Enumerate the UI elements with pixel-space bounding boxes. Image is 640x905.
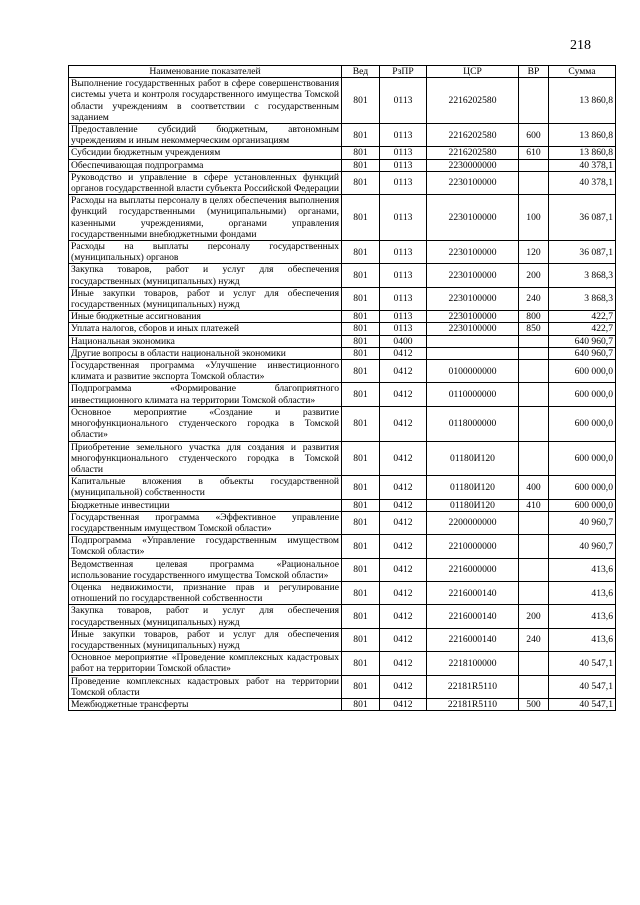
header-rzpr: РзПР xyxy=(380,66,427,78)
row-ved: 801 xyxy=(342,406,380,441)
table-row xyxy=(69,558,616,581)
header-name: Наименование показателей xyxy=(69,66,342,78)
row-name: Выполнение государственных работ в сфере совершенствования системы учета и контроля государственного имущества Томской области учреждениям в соответствии с государственным заданием xyxy=(69,78,342,124)
row-csr: 0110000000 xyxy=(427,383,519,406)
row-name: Бюджетные инвестиции xyxy=(69,499,342,511)
row-vr: 410 xyxy=(519,499,549,511)
row-ved: 801 xyxy=(342,147,380,159)
row-name: Приобретение земельного участка для создания и развития многофункционального студенческого городка в Томской области xyxy=(69,441,342,476)
row-vr: 610 xyxy=(519,147,549,159)
row-csr: 2230100000 xyxy=(427,171,519,194)
row-sum: 422,7 xyxy=(549,311,616,323)
row-csr: 0100000000 xyxy=(427,360,519,383)
row-vr xyxy=(519,558,549,581)
row-ved: 801 xyxy=(342,360,380,383)
table-row xyxy=(69,311,616,323)
table-row xyxy=(69,124,616,147)
row-csr: 2230100000 xyxy=(427,323,519,335)
row-name: Проведение комплексных кадастровых работ на территории Томской области xyxy=(69,675,342,698)
row-ved: 801 xyxy=(342,124,380,147)
row-csr: 2216000000 xyxy=(427,558,519,581)
row-sum: 40 960,7 xyxy=(549,535,616,558)
table-row xyxy=(69,441,616,476)
row-csr: 2230100000 xyxy=(427,311,519,323)
row-rzpr: 0412 xyxy=(380,406,427,441)
table-row xyxy=(69,264,616,287)
table-body xyxy=(69,78,616,711)
row-rzpr: 0113 xyxy=(380,264,427,287)
table-row xyxy=(69,171,616,194)
row-sum: 40 547,1 xyxy=(549,675,616,698)
row-sum: 413,6 xyxy=(549,581,616,604)
row-rzpr: 0113 xyxy=(380,78,427,124)
row-name: Расходы на выплаты персоналу государственных (муниципальных) органов xyxy=(69,241,342,264)
row-vr: 240 xyxy=(519,287,549,310)
row-name: Расходы на выплаты персоналу в целях обеспечения выполнения функций государственными (муниципальными) органами, казенными учреждениями, органами управления государственными внебюджетными фондами xyxy=(69,195,342,241)
row-name: Обеспечивающая подпрограмма xyxy=(69,159,342,171)
row-ved: 801 xyxy=(342,311,380,323)
row-rzpr: 0113 xyxy=(380,147,427,159)
row-rzpr: 0412 xyxy=(380,652,427,675)
row-ved: 801 xyxy=(342,511,380,534)
row-ved: 801 xyxy=(342,171,380,194)
table-row xyxy=(69,476,616,499)
row-sum: 600 000,0 xyxy=(549,383,616,406)
table-row xyxy=(69,675,616,698)
row-ved: 801 xyxy=(342,264,380,287)
row-ved: 801 xyxy=(342,675,380,698)
row-rzpr: 0113 xyxy=(380,241,427,264)
row-ved: 801 xyxy=(342,581,380,604)
row-vr: 500 xyxy=(519,698,549,710)
row-vr: 100 xyxy=(519,195,549,241)
row-name: Основное мероприятие «Создание и развитие многофункционального студенческого городка в Томской области» xyxy=(69,406,342,441)
row-vr xyxy=(519,406,549,441)
row-csr: 2230100000 xyxy=(427,241,519,264)
row-csr: 2216000140 xyxy=(427,628,519,651)
row-ved: 801 xyxy=(342,195,380,241)
row-vr xyxy=(519,675,549,698)
row-vr: 120 xyxy=(519,241,549,264)
row-sum: 600 000,0 xyxy=(549,499,616,511)
row-rzpr: 0412 xyxy=(380,558,427,581)
row-sum: 600 000,0 xyxy=(549,360,616,383)
row-sum: 40 960,7 xyxy=(549,511,616,534)
row-name: Национальная экономика xyxy=(69,335,342,347)
table-row xyxy=(69,159,616,171)
row-csr: 2230100000 xyxy=(427,264,519,287)
row-vr xyxy=(519,441,549,476)
row-sum: 413,6 xyxy=(549,558,616,581)
row-sum: 600 000,0 xyxy=(549,441,616,476)
row-name: Государственная программа «Улучшение инвестиционного климата и развитие экспорта Томской области» xyxy=(69,360,342,383)
row-csr: 2230000000 xyxy=(427,159,519,171)
budget-table xyxy=(68,65,616,711)
row-name: Основное мероприятие «Проведение комплексных кадастровых работ на территории Томской области» xyxy=(69,652,342,675)
row-sum: 13 860,8 xyxy=(549,147,616,159)
row-ved: 801 xyxy=(342,558,380,581)
row-csr: 01180И120 xyxy=(427,476,519,499)
table-row xyxy=(69,78,616,124)
row-rzpr: 0113 xyxy=(380,287,427,310)
table-row xyxy=(69,147,616,159)
row-name: Государственная программа «Эффективное управление государственным имуществом Томской области» xyxy=(69,511,342,534)
table-row xyxy=(69,535,616,558)
row-sum: 36 087,1 xyxy=(549,241,616,264)
row-sum: 422,7 xyxy=(549,323,616,335)
row-rzpr: 0412 xyxy=(380,535,427,558)
row-rzpr: 0412 xyxy=(380,499,427,511)
row-csr xyxy=(427,347,519,359)
row-ved: 801 xyxy=(342,441,380,476)
row-rzpr: 0412 xyxy=(380,347,427,359)
row-ved: 801 xyxy=(342,159,380,171)
row-ved: 801 xyxy=(342,323,380,335)
row-name: Руководство и управление в сфере установленных функций органов государственной власти субъекта Российской Федерации xyxy=(69,171,342,194)
row-vr xyxy=(519,159,549,171)
row-vr: 240 xyxy=(519,628,549,651)
row-rzpr: 0113 xyxy=(380,195,427,241)
row-csr: 2218100000 xyxy=(427,652,519,675)
row-sum: 640 960,7 xyxy=(549,335,616,347)
table-row xyxy=(69,581,616,604)
row-name: Подпрограмма «Формирование благоприятного инвестиционного климата на территории Томской области» xyxy=(69,383,342,406)
row-csr: 2216000140 xyxy=(427,605,519,628)
table-row xyxy=(69,323,616,335)
row-vr xyxy=(519,347,549,359)
row-sum: 40 547,1 xyxy=(549,698,616,710)
row-ved: 801 xyxy=(342,499,380,511)
row-csr: 2230100000 xyxy=(427,195,519,241)
row-vr: 400 xyxy=(519,476,549,499)
row-rzpr: 0113 xyxy=(380,323,427,335)
row-ved: 801 xyxy=(342,605,380,628)
row-csr: 2230100000 xyxy=(427,287,519,310)
row-rzpr: 0412 xyxy=(380,476,427,499)
row-csr: 2216202580 xyxy=(427,124,519,147)
table-row xyxy=(69,335,616,347)
row-rzpr: 0113 xyxy=(380,159,427,171)
row-sum: 40 378,1 xyxy=(549,159,616,171)
row-vr xyxy=(519,171,549,194)
row-ved: 801 xyxy=(342,347,380,359)
table-row xyxy=(69,383,616,406)
row-sum: 600 000,0 xyxy=(549,476,616,499)
row-sum: 3 868,3 xyxy=(549,264,616,287)
row-rzpr: 0412 xyxy=(380,698,427,710)
row-rzpr: 0113 xyxy=(380,171,427,194)
row-rzpr: 0113 xyxy=(380,311,427,323)
row-rzpr: 0412 xyxy=(380,581,427,604)
row-sum: 600 000,0 xyxy=(549,406,616,441)
table-row xyxy=(69,241,616,264)
row-name: Межбюджетные трансферты xyxy=(69,698,342,710)
row-vr xyxy=(519,511,549,534)
row-ved: 801 xyxy=(342,383,380,406)
row-name: Закупка товаров, работ и услуг для обеспечения государственных (муниципальных) нужд xyxy=(69,605,342,628)
row-vr xyxy=(519,383,549,406)
row-ved: 801 xyxy=(342,78,380,124)
row-name: Иные бюджетные ассигнования xyxy=(69,311,342,323)
row-vr: 850 xyxy=(519,323,549,335)
table-row xyxy=(69,698,616,710)
row-sum: 13 860,8 xyxy=(549,124,616,147)
row-csr: 2216000140 xyxy=(427,581,519,604)
row-csr: 01180И120 xyxy=(427,499,519,511)
row-rzpr: 0113 xyxy=(380,124,427,147)
table-row xyxy=(69,347,616,359)
row-ved: 801 xyxy=(342,287,380,310)
row-sum: 413,6 xyxy=(549,605,616,628)
row-rzpr: 0412 xyxy=(380,675,427,698)
row-rzpr: 0412 xyxy=(380,605,427,628)
row-ved: 801 xyxy=(342,628,380,651)
row-ved: 801 xyxy=(342,698,380,710)
table-row xyxy=(69,605,616,628)
row-csr: 2216202580 xyxy=(427,78,519,124)
row-name: Капитальные вложения в объекты государственной (муниципальной) собственности xyxy=(69,476,342,499)
table-header-row xyxy=(69,66,616,78)
row-ved: 801 xyxy=(342,335,380,347)
row-csr: 0118000000 xyxy=(427,406,519,441)
row-name: Оценка недвижимости, признание прав и регулирование отношений по государственной собственности xyxy=(69,581,342,604)
table-row xyxy=(69,499,616,511)
row-name: Предоставление субсидий бюджетным, автономным учреждениям и иным некоммерческим организациям xyxy=(69,124,342,147)
row-csr: 2200000000 xyxy=(427,511,519,534)
table-row xyxy=(69,406,616,441)
row-vr xyxy=(519,360,549,383)
row-rzpr: 0412 xyxy=(380,441,427,476)
row-rzpr: 0412 xyxy=(380,383,427,406)
row-csr xyxy=(427,335,519,347)
row-name: Ведомственная целевая программа «Рациональное использование государственного имущества Томской области» xyxy=(69,558,342,581)
header-vr: ВР xyxy=(519,66,549,78)
row-name: Другие вопросы в области национальной экономики xyxy=(69,347,342,359)
row-sum: 36 087,1 xyxy=(549,195,616,241)
row-ved: 801 xyxy=(342,241,380,264)
row-name: Уплата налогов, сборов и иных платежей xyxy=(69,323,342,335)
table-row xyxy=(69,287,616,310)
row-ved: 801 xyxy=(342,652,380,675)
row-vr xyxy=(519,581,549,604)
row-csr: 22181R5110 xyxy=(427,698,519,710)
table-row xyxy=(69,195,616,241)
row-ved: 801 xyxy=(342,535,380,558)
row-csr: 2216202580 xyxy=(427,147,519,159)
row-vr: 600 xyxy=(519,124,549,147)
row-name: Иные закупки товаров, работ и услуг для обеспечения государственных (муниципальных) нужд xyxy=(69,287,342,310)
page-number: 218 xyxy=(570,38,591,53)
row-vr xyxy=(519,335,549,347)
row-csr: 01180И120 xyxy=(427,441,519,476)
row-rzpr: 0412 xyxy=(380,511,427,534)
row-name: Закупка товаров, работ и услуг для обеспечения государственных (муниципальных) нужд xyxy=(69,264,342,287)
row-rzpr: 0400 xyxy=(380,335,427,347)
header-ved: Вед xyxy=(342,66,380,78)
row-vr xyxy=(519,535,549,558)
row-sum: 3 868,3 xyxy=(549,287,616,310)
row-csr: 2210000000 xyxy=(427,535,519,558)
row-name: Субсидии бюджетным учреждениям xyxy=(69,147,342,159)
row-name: Подпрограмма «Управление государственным имуществом Томской области» xyxy=(69,535,342,558)
table-row xyxy=(69,652,616,675)
table-row xyxy=(69,511,616,534)
table-row xyxy=(69,628,616,651)
row-sum: 40 378,1 xyxy=(549,171,616,194)
header-sum: Сумма xyxy=(549,66,616,78)
row-vr xyxy=(519,652,549,675)
row-vr: 200 xyxy=(519,605,549,628)
row-vr: 200 xyxy=(519,264,549,287)
row-ved: 801 xyxy=(342,476,380,499)
row-vr xyxy=(519,78,549,124)
row-rzpr: 0412 xyxy=(380,360,427,383)
header-csr: ЦСР xyxy=(427,66,519,78)
row-rzpr: 0412 xyxy=(380,628,427,651)
row-sum: 640 960,7 xyxy=(549,347,616,359)
row-sum: 413,6 xyxy=(549,628,616,651)
row-sum: 40 547,1 xyxy=(549,652,616,675)
row-csr: 22181R5110 xyxy=(427,675,519,698)
row-name: Иные закупки товаров, работ и услуг для обеспечения государственных (муниципальных) нужд xyxy=(69,628,342,651)
row-sum: 13 860,8 xyxy=(549,78,616,124)
row-vr: 800 xyxy=(519,311,549,323)
table-row xyxy=(69,360,616,383)
